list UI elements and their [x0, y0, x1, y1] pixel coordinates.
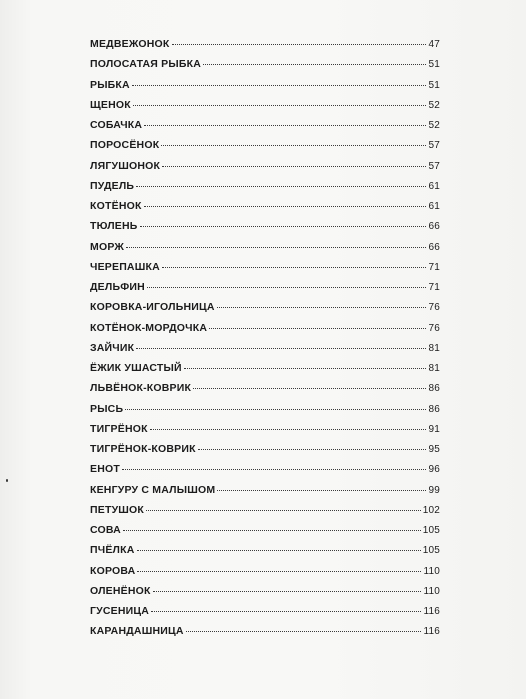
toc-entry-page-number: 57 [428, 160, 440, 172]
toc-entry-title: ГУСЕНИЦА [90, 605, 150, 617]
toc-entry [90, 38, 440, 58]
toc-entry-page-number: 47 [428, 39, 440, 50]
toc-entry-title: ПЕТУШОК [90, 503, 145, 516]
toc-entry [90, 443, 440, 463]
toc-entry-page-number: 110 [423, 585, 440, 597]
toc-entry [90, 362, 440, 382]
toc-entry [90, 403, 440, 423]
toc-entry-title: ЕНОТ [90, 463, 120, 476]
toc-entry-title: ПЧЁЛКА [90, 544, 135, 557]
toc-entry [90, 322, 440, 342]
dot-leader [217, 307, 427, 308]
toc-entry [90, 200, 440, 220]
toc-entry [90, 423, 440, 443]
toc-entry [90, 504, 440, 524]
dot-leader [146, 510, 421, 511]
toc-entry-page-number: 102 [422, 504, 440, 516]
toc-entry-title: ДЕЛЬФИН [90, 281, 145, 293]
toc-entry-title: ТИГРЁНОК-КОВРИК [90, 443, 196, 455]
scan-speck [6, 479, 8, 482]
toc-entry-title: ТЮЛЕНЬ [90, 220, 138, 233]
toc-entry [90, 301, 440, 321]
dot-leader [126, 247, 426, 248]
toc-entry-title: РЫБКА [90, 78, 130, 91]
toc-entry [90, 524, 440, 544]
toc-entry [90, 342, 440, 362]
toc-entry [90, 544, 440, 564]
toc-entry [90, 220, 440, 240]
dot-leader [133, 105, 427, 106]
toc-entry-title: СОБАЧКА [90, 119, 143, 131]
toc-entry-page-number: 57 [428, 140, 440, 152]
toc-entry-title: ТИГРЁНОК [90, 422, 148, 435]
dot-leader [132, 85, 427, 86]
dot-leader [125, 409, 426, 410]
toc-entry-page-number: 105 [422, 545, 440, 557]
dot-leader [144, 206, 427, 207]
toc-entry [90, 79, 440, 99]
toc-entry-title: ПОРОСЁНОК [90, 139, 160, 152]
toc-entry-title: КОРОВКА-ИГОЛЬНИЦА [90, 301, 215, 314]
toc-entry-title: ЁЖИК УШАСТЫЙ [90, 362, 182, 374]
toc-entry-page-number: 52 [428, 120, 440, 131]
toc-entry [90, 119, 440, 139]
table-of-contents [90, 38, 440, 646]
dot-leader [137, 550, 421, 551]
toc-entry-page-number: 66 [428, 241, 440, 253]
toc-entry-title: ЩЕНОК [90, 98, 131, 111]
toc-entry-page-number: 71 [428, 261, 440, 273]
toc-entry [90, 58, 440, 78]
toc-entry [90, 180, 440, 200]
toc-entry-title: КОТЁНОК-МОРДОЧКА [90, 321, 208, 334]
toc-entry-title: ПОЛОСАТАЯ РЫБКА [90, 58, 201, 71]
toc-entry [90, 565, 440, 585]
toc-entry-page-number: 86 [428, 383, 440, 395]
toc-entry-title: ЗАЙЧИК [90, 341, 135, 354]
dot-leader [193, 388, 426, 389]
toc-entry-title: ПУДЕЛЬ [90, 179, 135, 192]
toc-entry-title: ЛЬВЁНОК-КОВРИК [90, 382, 192, 395]
toc-entry-title: КЕНГУРУ С МАЛЫШОМ [90, 483, 216, 496]
toc-entry [90, 139, 440, 159]
toc-entry-page-number: 51 [428, 79, 440, 91]
dot-leader [144, 125, 426, 126]
dot-leader [161, 145, 426, 146]
toc-entry-page-number: 99 [428, 484, 440, 496]
toc-entry-page-number: 66 [428, 221, 440, 233]
dot-leader [123, 530, 421, 531]
toc-entry-page-number: 110 [423, 565, 440, 577]
toc-entry-page-number: 116 [423, 626, 440, 638]
toc-entry-page-number: 51 [428, 59, 440, 71]
dot-leader [162, 166, 426, 167]
toc-entry-title: ЧЕРЕПАШКА [90, 260, 160, 273]
toc-entry [90, 382, 440, 402]
dot-leader [137, 571, 421, 572]
toc-entry [90, 99, 440, 119]
toc-entry-page-number: 61 [428, 201, 440, 212]
dot-leader [172, 44, 427, 45]
toc-entry [90, 261, 440, 281]
toc-entry-title: КОТЁНОК [90, 200, 142, 212]
dot-leader [153, 591, 422, 592]
dot-leader [151, 611, 421, 612]
toc-entry-title: РЫСЬ [90, 402, 124, 415]
toc-entry-page-number: 71 [428, 282, 440, 293]
toc-entry [90, 605, 440, 625]
dot-leader [186, 631, 422, 632]
toc-entry-title: СОВА [90, 524, 121, 536]
toc-entry-page-number: 81 [428, 363, 440, 374]
toc-entry-page-number: 52 [428, 99, 440, 111]
toc-entry-page-number: 105 [422, 525, 440, 536]
toc-entry-page-number: 95 [428, 444, 440, 455]
dot-leader [136, 348, 426, 349]
toc-entry [90, 463, 440, 483]
toc-entry-page-number: 76 [428, 322, 440, 334]
toc-entry-title: КАРАНДАШНИЦА [90, 625, 184, 638]
toc-entry [90, 484, 440, 504]
toc-entry-page-number: 86 [428, 403, 440, 415]
toc-entry-title: МОРЖ [90, 240, 125, 253]
dot-leader [217, 490, 426, 491]
toc-entry-page-number: 61 [428, 180, 440, 192]
dot-leader [184, 368, 427, 369]
toc-entry-title: МЕДВЕЖОНОК [90, 38, 170, 50]
toc-entry [90, 241, 440, 261]
dot-leader [198, 449, 427, 450]
toc-entry-page-number: 91 [428, 423, 440, 435]
toc-entry-page-number: 81 [428, 342, 440, 354]
toc-entry [90, 160, 440, 180]
dot-leader [122, 469, 427, 470]
dot-leader [147, 287, 427, 288]
toc-entry [90, 625, 440, 645]
toc-entry-page-number: 76 [428, 302, 440, 314]
toc-entry-title: ОЛЕНЁНОК [90, 584, 151, 597]
dot-leader [140, 226, 427, 227]
dot-leader [209, 328, 426, 329]
toc-entry-page-number: 116 [423, 606, 440, 617]
dot-leader [203, 64, 426, 65]
toc-entry-title: ЛЯГУШОНОК [90, 159, 161, 172]
toc-entry-page-number: 96 [428, 464, 440, 476]
toc-entry-title: КОРОВА [90, 564, 136, 577]
dot-leader [136, 186, 426, 187]
dot-leader [150, 429, 427, 430]
toc-entry [90, 281, 440, 301]
toc-entry [90, 585, 440, 605]
dot-leader [162, 267, 427, 268]
